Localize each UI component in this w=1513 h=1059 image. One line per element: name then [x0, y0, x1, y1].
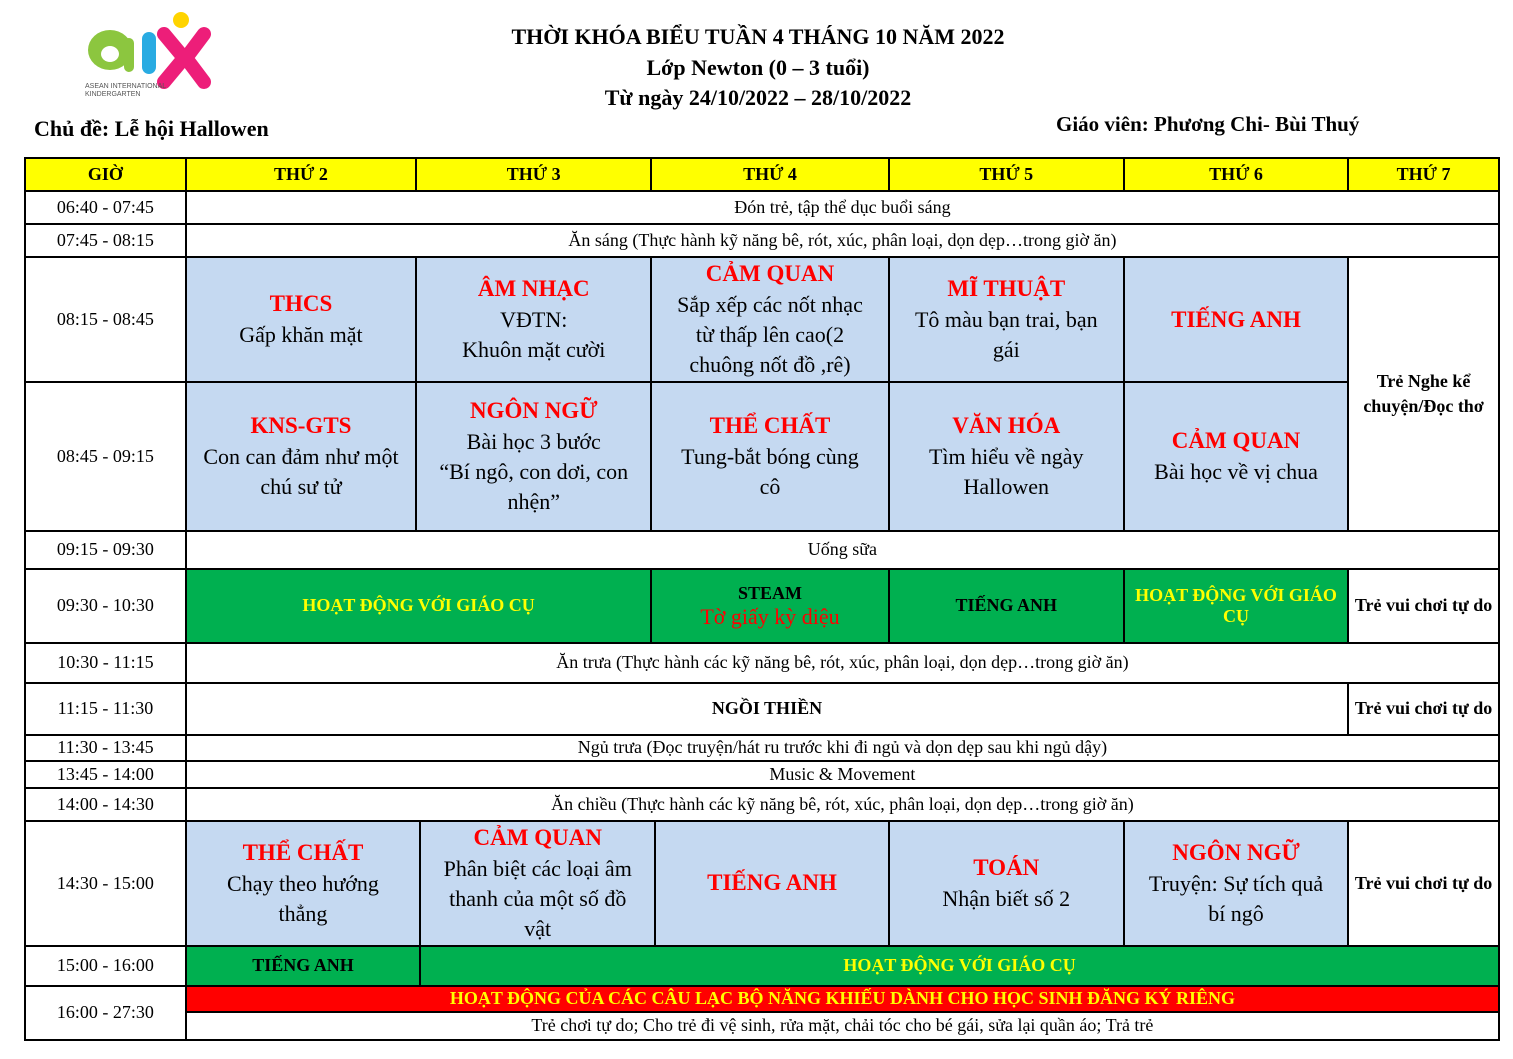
lesson-cell — [889, 257, 1124, 382]
col-time: GIỜ — [25, 158, 186, 191]
lesson-text: nhện” — [507, 489, 560, 515]
table-row — [25, 1012, 1499, 1040]
col-thu7: THỨ 7 — [1348, 158, 1499, 191]
lesson-text: Bài học về vị chua — [1154, 459, 1318, 484]
activity-cell: Ăn trưa (Thực hành các kỹ năng bê, rót, xúc, phân loại, dọn dẹp…trong giờ ăn) — [186, 643, 1499, 683]
montessori-activity-cell: HOẠT ĐỘNG VỚI GIÁO CỤ — [420, 946, 1499, 986]
subject-label: TIẾNG ANH — [707, 870, 837, 896]
lesson-text: cô — [759, 474, 781, 500]
lesson-cell — [186, 257, 416, 382]
saturday-morning-cell: Trẻ Nghe kể chuyện/Đọc thơ — [1348, 257, 1499, 531]
timetable — [24, 157, 1500, 1041]
lesson-cell — [651, 257, 888, 382]
time-cell: 16:00 - 27:30 — [25, 986, 186, 1040]
teacher-label: Giáo viên: Phương Chi- Bùi Thuý — [1056, 112, 1360, 136]
logo-line-2: KINDERGARTEN — [85, 91, 141, 98]
logo-line-1: ASEAN INTERNATIONAL — [85, 83, 167, 90]
steam-cell — [651, 569, 888, 643]
time-cell: 07:45 - 08:15 — [25, 224, 186, 257]
lesson-text: Nhận biết số 2 — [942, 885, 1071, 911]
col-thu4: THỨ 4 — [651, 158, 888, 191]
table-row — [25, 531, 1499, 569]
time-cell: 15:00 - 16:00 — [25, 946, 186, 986]
lesson-cell — [416, 257, 651, 382]
lesson-cell — [1124, 257, 1348, 382]
subject-label: THỂ CHẤT — [709, 413, 831, 439]
time-cell: 08:15 - 08:45 — [25, 257, 186, 382]
table-row — [25, 986, 1499, 1012]
lesson-text: “Bí ngô, con dơi, con — [439, 459, 629, 484]
table-row — [25, 761, 1499, 788]
page-title: THỜI KHÓA BIỂU TUẦN 4 THÁNG 10 NĂM 2022 — [511, 24, 1005, 49]
lesson-text: Tung-bắt bóng cùng — [681, 443, 859, 469]
lesson-text: Khuôn mặt cười — [462, 337, 606, 363]
lesson-cell — [420, 821, 655, 946]
subject-label: KNS-GTS — [250, 413, 352, 439]
table-row — [25, 224, 1499, 257]
lesson-text: Phân biệt các loại âm — [443, 855, 632, 881]
lesson-cell — [889, 821, 1124, 946]
time-cell: 09:30 - 10:30 — [25, 569, 186, 643]
lesson-text: Truyện: Sự tích quả — [1148, 870, 1324, 896]
lesson-cell — [655, 821, 888, 946]
lesson-text: bí ngô — [1208, 901, 1264, 927]
lesson-text: Chạy theo hướng — [227, 870, 379, 896]
montessori-activity-cell: HOẠT ĐỘNG VỚI GIÁO CỤ — [1124, 569, 1348, 643]
subject-label: ÂM NHẠC — [477, 276, 590, 302]
lesson-text: từ thấp lên cao(2 — [695, 322, 845, 348]
lesson-text: Hallowen — [963, 474, 1050, 500]
table-row — [25, 643, 1499, 683]
english-cell: TIẾNG ANH — [186, 946, 420, 986]
subject-label: CẢM QUAN — [705, 261, 835, 286]
time-cell: 10:30 - 11:15 — [25, 643, 186, 683]
free-play-cell: Trẻ vui chơi tự do — [1348, 569, 1499, 643]
subject-label: NGÔN NGỮ — [469, 397, 598, 423]
lesson-text: chuông nốt đồ ,rê) — [689, 352, 851, 378]
subject-label: TOÁN — [973, 855, 1040, 881]
table-row — [25, 821, 1499, 946]
time-cell: 11:30 - 13:45 — [25, 735, 186, 761]
steam-title: STEAM — [737, 582, 802, 603]
activity-cell: Ăn chiều (Thực hành các kỹ năng bê, rót, xúc, phân loại, dọn dẹp…trong giờ ăn) — [186, 788, 1499, 821]
lesson-text: thanh của một số đồ — [449, 885, 627, 911]
col-thu5: THỨ 5 — [889, 158, 1124, 191]
table-row — [25, 735, 1499, 761]
lesson-cell — [186, 382, 416, 531]
free-play-cell: Trẻ vui chơi tự do — [1348, 821, 1499, 946]
table-row — [25, 257, 1499, 382]
lesson-text: thẳng — [278, 901, 328, 927]
time-cell: 14:30 - 15:00 — [25, 821, 186, 946]
col-thu3: THỨ 3 — [416, 158, 651, 191]
time-cell: 14:00 - 14:30 — [25, 788, 186, 821]
lesson-cell — [1124, 382, 1348, 531]
subject-label: CẢM QUAN — [473, 824, 602, 850]
lesson-text: chú sư tử — [260, 474, 342, 500]
time-cell: 09:15 - 09:30 — [25, 531, 186, 569]
lesson-text: Sắp xếp các nốt nhạc — [677, 291, 863, 317]
clubs-banner: HOẠT ĐỘNG CỦA CÁC CÂU LẠC BỘ NĂNG KHIẾU DÀNH CHO HỌC SINH ĐĂNG KÝ RIÊNG — [186, 986, 1499, 1012]
subject-label: VĂN HÓA — [952, 413, 1061, 439]
montessori-activity-cell: HOẠT ĐỘNG VỚI GIÁO CỤ — [186, 569, 652, 643]
activity-cell: Ăn sáng (Thực hành kỹ năng bê, rót, xúc, phân loại, dọn dẹp…trong giờ ăn) — [186, 224, 1499, 257]
activity-cell: Ngủ trưa (Đọc truyện/hát ru trước khi đi ngủ và dọn dẹp sau khi ngủ dậy) — [186, 735, 1499, 761]
activity-cell: Đón trẻ, tập thể dục buổi sáng — [186, 191, 1499, 224]
time-cell: 11:15 - 11:30 — [25, 683, 186, 735]
col-thu6: THỨ 6 — [1124, 158, 1348, 191]
lesson-cell — [889, 382, 1124, 531]
table-row — [25, 569, 1499, 643]
col-thu2: THỨ 2 — [186, 158, 416, 191]
lesson-text: vật — [524, 916, 552, 942]
subject-label: CẢM QUAN — [1171, 428, 1301, 454]
subject-label: THỂ CHẤT — [242, 839, 364, 865]
lesson-cell — [416, 382, 651, 531]
time-cell: 08:45 - 09:15 — [25, 382, 186, 531]
english-cell: TIẾNG ANH — [889, 569, 1124, 643]
table-row — [25, 191, 1499, 224]
lesson-text: Gấp khăn mặt — [239, 322, 363, 348]
header-row — [25, 158, 1499, 191]
table-row — [25, 946, 1499, 986]
activity-cell: Music & Movement — [186, 761, 1499, 788]
time-cell: 06:40 - 07:45 — [25, 191, 186, 224]
time-cell: 13:45 - 14:00 — [25, 761, 186, 788]
subject-label: TIẾNG ANH — [1171, 306, 1301, 332]
lesson-text: Tìm hiểu về ngày — [928, 443, 1084, 469]
table-row — [25, 788, 1499, 821]
table-row — [25, 683, 1499, 735]
class-name: Lớp Newton (0 – 3 tuổi) — [646, 55, 870, 80]
lesson-text: Tô màu bạn trai, bạn — [914, 306, 1098, 332]
lesson-text: Con can đảm như một — [203, 443, 399, 469]
lesson-cell — [651, 382, 888, 531]
meditation-cell: NGỒI THIỀN — [186, 683, 1348, 735]
lesson-text: Bài học 3 bước — [466, 428, 601, 454]
school-logo — [80, 8, 220, 100]
lesson-cell — [1124, 821, 1348, 946]
steam-subtitle: Tờ giấy kỳ diệu — [700, 603, 840, 629]
activity-cell: Trẻ chơi tự do; Cho trẻ đi vệ sinh, rửa mặt, chải tóc cho bé gái, sửa lại quần áo; Trả trẻ — [186, 1012, 1499, 1040]
lesson-text: VĐTN: — [500, 306, 568, 332]
free-play-cell: Trẻ vui chơi tự do — [1348, 683, 1499, 735]
topic-label: Chủ đề: Lễ hội Hallowen — [34, 116, 269, 141]
subject-label: NGÔN NGỮ — [1172, 839, 1300, 865]
activity-cell: Uống sữa — [186, 531, 1499, 569]
subject-label: MĨ THUẬT — [947, 276, 1066, 302]
table-row — [25, 382, 1499, 531]
date-range: Từ ngày 24/10/2022 – 28/10/2022 — [604, 85, 912, 110]
lesson-cell — [186, 821, 420, 946]
subject-label: THCS — [269, 291, 333, 317]
lesson-text: gái — [992, 337, 1020, 363]
